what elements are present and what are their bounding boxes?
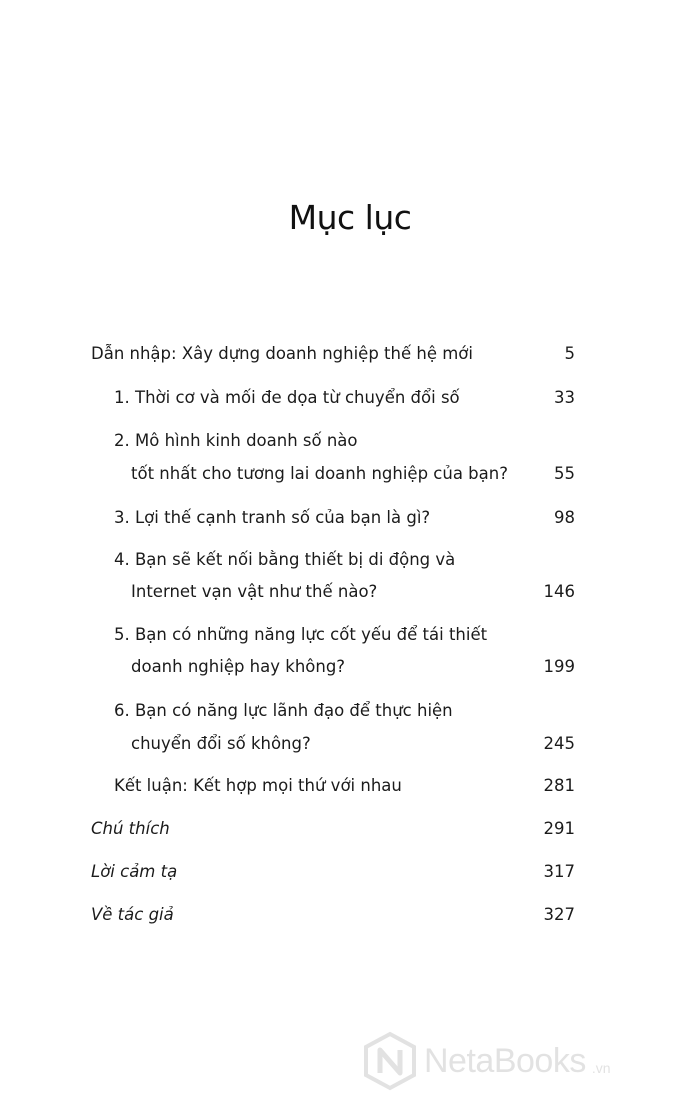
toc-page-number: 5 xyxy=(564,344,575,363)
toc-page-number: 327 xyxy=(543,905,575,924)
toc-page-number: 281 xyxy=(543,776,575,795)
watermark-brand: NetaBooks xyxy=(424,1041,586,1080)
toc-entry-chapter-3: 3. Lợi thế cạnh tranh số của bạn là gì? xyxy=(114,508,431,527)
netabooks-watermark xyxy=(362,1030,611,1092)
toc-entry-about-authors: Về tác giả xyxy=(91,905,174,924)
toc-entry-chapter-6-continued: chuyển đổi số không? xyxy=(131,734,311,753)
toc-page-number: 317 xyxy=(543,862,575,881)
toc-entry-chapter-5: 5. Bạn có những năng lực cốt yếu để tái thiết xyxy=(114,625,488,644)
toc-entry-chapter-2: 2. Mô hình kinh doanh số nào xyxy=(114,431,358,450)
toc-entry-intro: Dẫn nhập: Xây dựng doanh nghiệp thế hệ mới xyxy=(91,344,473,363)
netabooks-logo-icon xyxy=(362,1031,418,1091)
toc-entry-conclusion: Kết luận: Kết hợp mọi thứ với nhau xyxy=(114,776,402,795)
toc-entry-chapter-4-continued: Internet vạn vật như thế nào? xyxy=(131,582,378,601)
toc-page-number: 291 xyxy=(543,819,575,838)
toc-page-number: 146 xyxy=(543,582,575,601)
page-title: Mục lục xyxy=(288,198,412,237)
toc-entry-notes: Chú thích xyxy=(91,819,170,838)
toc-entry-chapter-6: 6. Bạn có năng lực lãnh đạo để thực hiện xyxy=(114,701,453,720)
toc-page-number: 245 xyxy=(543,734,575,753)
watermark-suffix: .vn xyxy=(591,1060,611,1076)
toc-entry-chapter-4: 4. Bạn sẽ kết nối bằng thiết bị di động và xyxy=(114,550,456,569)
toc-entry-acknowledgements: Lời cảm tạ xyxy=(91,862,178,881)
toc-page-number: 98 xyxy=(554,508,575,527)
toc-entry-chapter-1: 1. Thời cơ và mối đe dọa từ chuyển đổi số xyxy=(114,388,460,407)
toc-entry-chapter-5-continued: doanh nghiệp hay không? xyxy=(131,657,346,676)
toc-page-number: 55 xyxy=(554,464,575,483)
toc-page-number: 33 xyxy=(554,388,575,407)
toc-entry-chapter-2-continued: tốt nhất cho tương lai doanh nghiệp của bạn? xyxy=(131,464,508,483)
toc-page-number: 199 xyxy=(543,657,575,676)
